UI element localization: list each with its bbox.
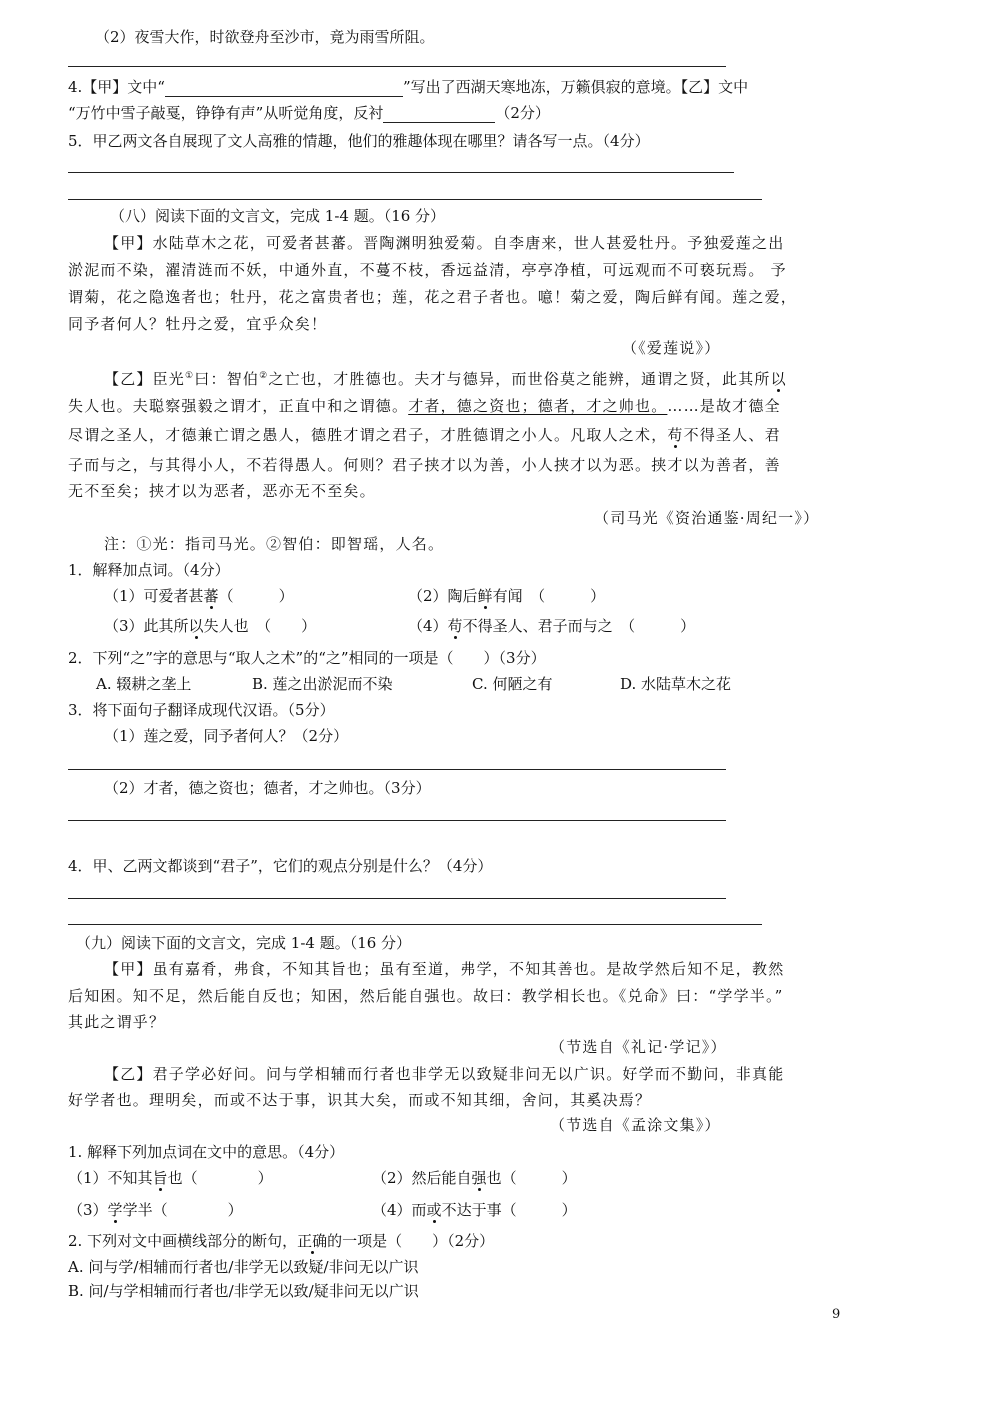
q4-prefix: 4.【甲】文中“ [68,78,165,96]
s9-q1-item-1 [68,1168,273,1188]
s8-jia-line-3: 谓菊，花之隐逸者也；牡丹，花之富贵者也；莲，花之君子者也。噫！菊之爱，陶后鲜有闻。莲之爱， [68,288,798,306]
dotted-word: 蕃 [203,587,219,605]
dotted-word: 正确 [297,1232,328,1250]
s8-jia-line-1: 【甲】水陆草木之花，可爱者甚蕃。晋陶渊明独爱菊。自李唐来，世人甚爱牡丹。予独爱莲之出 [104,234,785,252]
answer-line[interactable] [68,820,726,821]
s9-q1-item-3 [68,1200,243,1220]
question-5: 5．甲乙两文各自展现了文人高雅的情趣，他们的雅趣体现在哪里？请各写一点。（4分） [68,132,650,150]
s8-q1: 1．解释加点词。（4分） [68,561,230,579]
s9-q1-item-2 [372,1168,577,1188]
s8-q4: 4．甲、乙两文都谈到“君子”，它们的观点分别是什么？（4分） [68,857,493,875]
s8-q2-option-d[interactable]: D. 水陆草木之花 [620,675,732,693]
s8-q3-item-1: （1）莲之爱，同予者何人？（2分） [104,727,349,745]
text: （1）可爱者甚 [104,587,204,605]
text: 曰：智伯 [194,370,260,388]
dotted-word: 苟 [447,617,463,635]
s9-jia-line-2: 后知困。知不足，然后能自反也；知困，然后能自强也。故曰：教学相长也。《兑命》曰：“学学半。” [68,987,784,1005]
q4-blank-2[interactable] [383,106,495,123]
text: 的一项是（ ）（2分） [327,1232,495,1250]
s8-jia-line-2: 淤泥而不染，濯清涟而不妖，中通外直，不蔓不枝，香远益清，亭亭净植，可远观而不可亵玩焉。 予 [68,261,787,279]
dotted-word: 以 [188,617,204,635]
s9-yi-line-2: 好学者也。理明矣，而或不达于事，识其大矣，而或不知其细，舍问，其奚决焉？ [68,1091,652,1109]
answer-blank[interactable]: 不达于事（ ） [441,1201,577,1219]
s8-yi-line-2 [68,396,781,416]
q4-line2-suffix: （2分） [495,104,550,122]
text: 尽谓之圣人，才德兼亡谓之愚人，德胜才谓之君子，才胜德谓之小人。凡取人之术， [68,426,668,444]
s9-jia-source: （节选自《礼记·学记》） [550,1038,727,1056]
text: （4）而 [372,1201,427,1219]
page-number: 9 [832,1307,841,1322]
s9-q1: 1. 解释下列加点词在文中的意思。（4分） [68,1143,345,1161]
s8-q2-option-b[interactable]: B. 莲之出淤泥而不染 [252,675,393,693]
answer-blank[interactable]: 也（ ） [167,1169,273,1187]
s8-q1-item-3 [104,616,316,636]
answer-blank[interactable]: 不得圣人、君子而与之 （ ） [462,617,696,635]
text: （3）此其所 [104,617,189,635]
s8-q2: 2．下列“之”字的意思与“取人之术”的“之”相同的一项是（ ）（3分） [68,649,546,667]
s8-q3-item-2: （2）才者，德之资也；德者，才之帅也。（3分） [104,779,431,797]
s9-yi-line-1: 【乙】君子学必好问。问与学相辅而行者也非学无以致疑非问无以广识。好学而不勤问，非真能 [104,1065,785,1083]
s9-jia-line-3: 其此之谓乎？ [68,1013,166,1031]
section-9-header: （九）阅读下面的文言文，完成 1-4 题。（16 分） [76,934,412,952]
dotted-word: 苟 [667,426,684,444]
text: （3） [68,1201,108,1219]
s8-yi-source: （司马光《资治通鉴·周纪一》） [594,509,820,527]
text: （2）然后能自 [372,1169,472,1187]
question-4-line-2 [68,103,550,123]
q4-middle: ”写出了西湖天寒地冻，万籁俱寂的意境。【乙】文中 [402,78,749,96]
underlined-sentence: 才者，德之资也；德者，才之帅也。 [408,397,668,415]
s9-jia-line-1: 【甲】虽有嘉肴，弗食，不知其旨也；虽有至道，弗学，不知其善也。是故学然后知不足，教然 [104,960,785,978]
dotted-word: 鲜 [477,587,493,605]
dotted-word: 强 [471,1169,487,1187]
answer-line[interactable] [68,924,762,925]
answer-line[interactable] [68,898,726,899]
answer-blank[interactable]: 有闻 （ ） [492,587,606,605]
question-2-text: （2）夜雪大作，时欲登舟至沙市，竟为雨雪所阻。 [95,28,435,46]
text: 不得圣人、君 [683,426,781,444]
s9-q2-option-b[interactable]: B. 问/与学相辅而行者也/非学无以致/疑非问无以广识 [68,1282,419,1300]
text: （2）陶后 [408,587,478,605]
s9-q1-item-4 [372,1200,577,1220]
s8-notes: 注：①光：指司马光。②智伯：即智瑶，人名。 [104,535,445,553]
answer-blank[interactable]: 学半（ ） [122,1201,243,1219]
section-8-header: （八）阅读下面的文言文，完成 1-4 题。（16 分） [110,207,446,225]
answer-line[interactable] [68,172,734,173]
q4-line2-prefix: “万竹中雪子敲戛，铮铮有声”从听觉角度，反衬 [68,104,384,122]
dotted-word: 旨 [152,1169,168,1187]
s9-q2 [68,1231,494,1251]
s8-yi-line-1 [104,366,787,389]
s8-jia-line-4: 同予者何人？牡丹之爱，宜乎众矣！ [68,315,328,333]
s8-q1-item-4 [408,616,695,636]
text: 【乙】臣光 [104,370,186,388]
answer-blank[interactable]: 失人也 （ ） [203,617,317,635]
text: 之亡也，才胜德也。夫才与德异，而世俗莫之能辨，通谓之贤，此其所 [268,370,771,388]
dotted-word: 以 [770,370,787,388]
q4-blank-1[interactable] [165,80,403,97]
s8-q1-item-1 [104,586,294,606]
s8-yi-line-4: 子而与之，与其得小人，不若得愚人。何则？君子挟才以为善，小人挟才以为恶。挟才以为善者，善 [68,456,781,474]
dotted-word: 学 [107,1201,123,1219]
answer-blank[interactable]: （ ） [218,587,294,605]
answer-line[interactable] [68,199,762,200]
dotted-word: 或 [426,1201,442,1219]
text: （1）不知其 [68,1169,153,1187]
text: 2. 下列对文中画横线部分的断句， [68,1232,298,1250]
s8-q2-option-a[interactable]: A. 辍耕之垄上 [96,675,192,693]
text: （4） [408,617,448,635]
answer-line[interactable] [68,66,726,67]
text: 失人也。夫聪察强毅之谓才，正直中和之谓德。 [68,397,409,415]
s9-yi-source: （节选自《孟涂文集》） [550,1116,721,1134]
answer-blank[interactable]: 也（ ） [486,1169,577,1187]
question-4 [68,77,748,97]
footnote-mark: ① [185,371,195,381]
s8-yi-line-5: 无不至矣；挟才以为恶者，恶亦无不至矣。 [68,482,376,500]
footnote-mark: ② [259,371,269,381]
s8-yi-line-3 [68,425,781,445]
text: ……是故才德全 [667,397,781,415]
s8-jia-source: （《爱莲说》） [622,339,721,357]
s8-q3: 3．将下面句子翻译成现代汉语。（5分） [68,701,335,719]
s8-q1-item-2 [408,586,605,606]
answer-line[interactable] [68,769,726,770]
s9-q2-option-a[interactable]: A. 问与学/相辅而行者也/非学无以致疑/非问无以广识 [68,1258,419,1276]
s8-q2-option-c[interactable]: C. 何陋之有 [472,675,553,693]
